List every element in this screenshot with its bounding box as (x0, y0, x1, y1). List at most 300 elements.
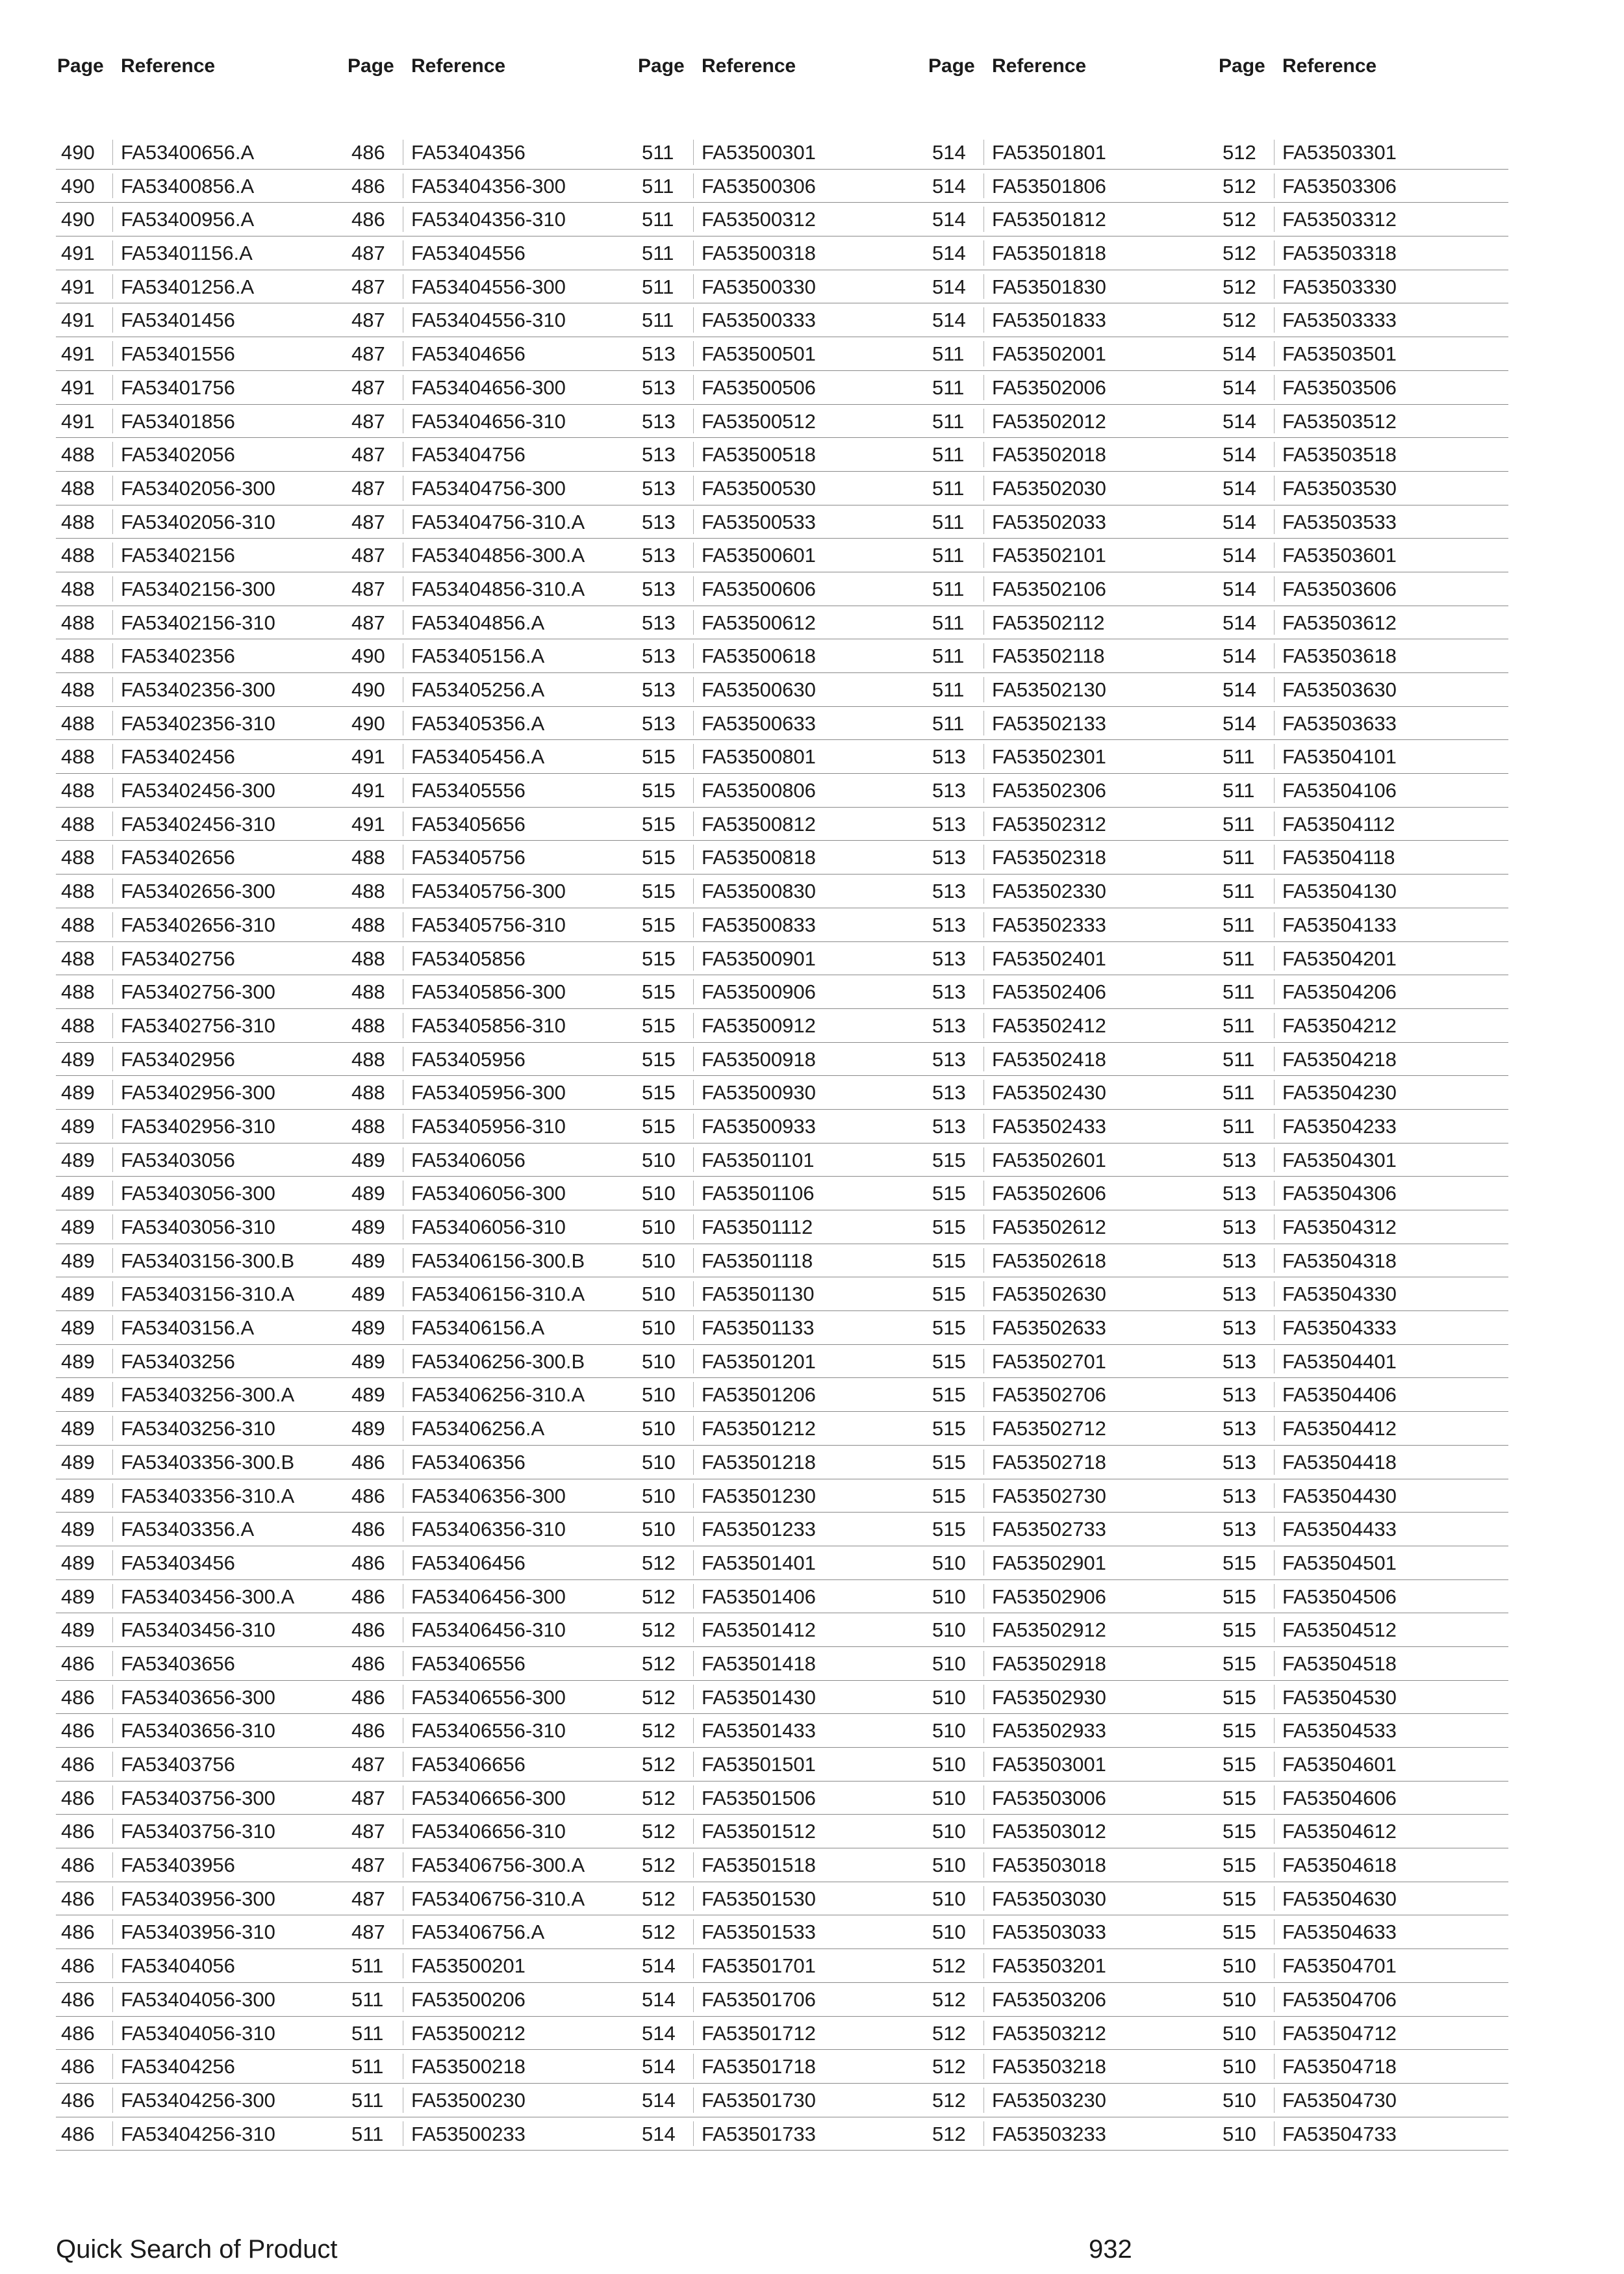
page-number-cell: 489 (351, 1417, 385, 1440)
cell-divider (693, 643, 694, 669)
index-row (927, 539, 1218, 572)
index-row (637, 2017, 928, 2050)
reference-cell: FA53405856-300 (411, 980, 566, 1004)
page-number-cell: 513 (1223, 1349, 1256, 1373)
index-row (346, 2050, 637, 2084)
index-row (346, 1983, 637, 2017)
cell-divider (983, 677, 984, 702)
index-row (56, 2117, 347, 2151)
index-row (927, 337, 1218, 371)
page-number-cell: 488 (61, 880, 95, 903)
reference-cell: FA53502106 (992, 577, 1106, 600)
page-number-cell: 511 (1223, 812, 1255, 836)
reference-cell: FA53404256 (121, 2055, 235, 2078)
cell-divider (983, 1349, 984, 1374)
cell-divider (693, 409, 694, 434)
cell-divider (693, 2021, 694, 2046)
page-number-cell: 515 (932, 1484, 966, 1507)
cell-divider (983, 476, 984, 501)
cell-divider (112, 1013, 113, 1038)
reference-cell: FA53504133 (1282, 913, 1397, 936)
index-row (927, 673, 1218, 707)
index-row (637, 1009, 928, 1043)
reference-cell: FA53406056-300 (411, 1182, 566, 1205)
reference-cell: FA53405956-300 (411, 1081, 566, 1105)
reference-cell: FA53503018 (992, 1854, 1106, 1877)
cell-divider (983, 1953, 984, 1978)
page-number-cell: 515 (932, 1182, 966, 1205)
footer-page-number: 932 (1089, 2235, 1132, 2264)
reference-cell: FA53500630 (702, 678, 816, 701)
index-row (56, 1043, 347, 1077)
page-number-cell: 514 (642, 1954, 676, 1978)
cell-divider (1274, 274, 1275, 300)
cell-divider (983, 2121, 984, 2147)
reference-cell: FA53500230 (411, 2088, 526, 2112)
page-number-cell: 487 (351, 1921, 385, 1944)
cell-divider (1274, 1382, 1275, 1407)
reference-cell: FA53403956 (121, 1854, 235, 1877)
page-number-cell: 515 (642, 1114, 676, 1138)
reference-cell: FA53502306 (992, 779, 1106, 802)
reference-cell: FA53500806 (702, 779, 816, 802)
index-row (637, 136, 928, 170)
index-row (927, 1043, 1218, 1077)
reference-cell: FA53504130 (1282, 880, 1397, 903)
index-row (637, 1748, 928, 1782)
reference-cell: FA53502118 (992, 645, 1105, 668)
cell-divider (983, 1584, 984, 1609)
cell-divider (983, 1483, 984, 1509)
cell-divider (693, 2121, 694, 2147)
index-row (637, 1345, 928, 1379)
cell-divider (693, 1987, 694, 2012)
page-number-cell: 515 (1223, 1585, 1256, 1608)
reference-cell: FA53500801 (702, 745, 816, 769)
cell-divider (983, 509, 984, 535)
index-row (346, 1882, 637, 1916)
page-number-cell: 488 (351, 980, 385, 1004)
reference-cell: FA53406656 (411, 1753, 526, 1776)
index-row (346, 1580, 637, 1614)
page-number-cell: 488 (61, 711, 95, 735)
index-row (346, 1714, 637, 1748)
reference-cell: FA53405956 (411, 1047, 526, 1071)
index-row (56, 472, 347, 505)
cell-divider (1274, 1919, 1275, 1945)
page-number-cell: 489 (61, 1316, 95, 1340)
page-number-cell: 491 (61, 376, 95, 399)
cell-divider (112, 711, 113, 736)
page-number-cell: 515 (932, 1249, 966, 1272)
reference-cell: FA53504333 (1282, 1316, 1397, 1340)
cell-divider (693, 1617, 694, 1642)
page-number-cell: 510 (1223, 2122, 1256, 2145)
index-row (346, 639, 637, 673)
page-number-cell: 514 (932, 309, 966, 332)
reference-cell: FA53504733 (1282, 2122, 1397, 2145)
page-number-cell: 513 (642, 476, 676, 500)
cell-divider (112, 576, 113, 602)
cell-divider (1274, 1483, 1275, 1509)
index-row (346, 1681, 637, 1715)
reference-cell: FA53403656-310 (121, 1719, 275, 1743)
index-row (927, 1143, 1218, 1177)
reference-cell: FA53504301 (1282, 1148, 1397, 1171)
index-row (346, 1143, 637, 1177)
reference-cell: FA53504233 (1282, 1114, 1397, 1138)
index-columns (56, 53, 1508, 2158)
reference-cell: FA53502701 (992, 1349, 1106, 1373)
reference-cell: FA53403256 (121, 1349, 235, 1373)
reference-cell: FA53504406 (1282, 1383, 1397, 1407)
reference-cell: FA53503206 (992, 1987, 1106, 2011)
reference-cell: FA53403956-310 (121, 1921, 275, 1944)
page-number-cell: 511 (932, 544, 965, 567)
reference-cell: FA53504533 (1282, 1719, 1397, 1743)
page-number-cell: 514 (1223, 342, 1256, 366)
reference-cell: FA53504433 (1282, 1518, 1397, 1541)
cell-divider (112, 409, 113, 434)
index-row (346, 2017, 637, 2050)
cell-divider (1274, 509, 1275, 535)
page-number-cell: 512 (642, 1585, 676, 1608)
page-number-cell: 488 (61, 611, 95, 634)
reference-cell: FA53501501 (702, 1753, 816, 1776)
page-number-cell: 513 (642, 443, 676, 466)
page-number-cell: 515 (1223, 1551, 1256, 1574)
cell-divider (112, 1214, 113, 1240)
cell-divider (112, 1483, 113, 1509)
page-number-cell: 513 (932, 1114, 966, 1138)
page-number-cell: 511 (932, 376, 965, 399)
index-row (637, 673, 928, 707)
reference-cell: FA53502430 (992, 1081, 1106, 1105)
index-row (927, 975, 1218, 1009)
index-row (56, 1311, 347, 1345)
index-row (637, 774, 928, 808)
cell-divider (983, 811, 984, 837)
cell-divider (112, 341, 113, 366)
cell-divider (112, 1852, 113, 1878)
index-row (346, 1513, 637, 1546)
reference-cell: FA53405156.A (411, 645, 545, 668)
index-row (637, 170, 928, 203)
reference-cell: FA53404056-300 (121, 1987, 275, 2011)
cell-divider (112, 1248, 113, 1273)
cell-divider (693, 1886, 694, 1911)
reference-cell: FA53406756-310.A (411, 1887, 585, 1910)
index-row (346, 1915, 637, 1949)
reference-cell: FA53504418 (1282, 1450, 1397, 1474)
page-number-cell: 486 (61, 1854, 95, 1877)
reference-cell: FA53503633 (1282, 711, 1397, 735)
page-number-cell: 486 (61, 2122, 95, 2145)
reference-cell: FA53405956-310 (411, 1114, 566, 1138)
reference-cell: FA53405256.A (411, 678, 545, 701)
index-row (927, 1882, 1218, 1916)
page-number-cell: 489 (61, 1283, 95, 1306)
reference-cell: FA53503312 (1282, 208, 1397, 231)
page-number-cell: 514 (932, 275, 966, 298)
reference-cell: FA53504712 (1282, 2021, 1397, 2045)
reference-cell: FA53403756 (121, 1753, 235, 1776)
index-row (927, 875, 1218, 908)
reference-cell: FA53500218 (411, 2055, 526, 2078)
cell-divider (693, 1315, 694, 1340)
reference-cell: FA53406556-300 (411, 1685, 566, 1709)
index-row (1217, 606, 1508, 640)
page-number-cell: 514 (1223, 611, 1256, 634)
cell-divider (1274, 140, 1275, 165)
reference-cell: FA53500812 (702, 812, 816, 836)
cell-divider (112, 1281, 113, 1307)
page-number-cell: 510 (642, 1283, 676, 1306)
cell-divider (983, 1450, 984, 1475)
page-number-cell: 487 (351, 577, 385, 600)
index-row (1217, 1748, 1508, 1782)
index-row (346, 2117, 637, 2151)
page-number-cell: 488 (61, 846, 95, 869)
cell-divider (112, 2088, 113, 2113)
reference-cell: FA53403656 (121, 1652, 235, 1675)
cell-divider (983, 274, 984, 300)
cell-divider (983, 979, 984, 1004)
reference-cell: FA53504212 (1282, 1014, 1397, 1037)
reference-cell: FA53502706 (992, 1383, 1106, 1407)
page-number-cell: 515 (642, 1014, 676, 1037)
page-number-cell: 486 (351, 141, 385, 164)
index-row (1217, 2017, 1508, 2050)
index-row (637, 639, 928, 673)
page-number-cell: 510 (642, 1182, 676, 1205)
reference-cell: FA53402156 (121, 544, 235, 567)
page-number-cell: 512 (642, 1753, 676, 1776)
cell-divider (693, 274, 694, 300)
reference-cell: FA53502101 (992, 544, 1106, 567)
reference-cell: FA53501430 (702, 1685, 816, 1709)
page-number-cell: 489 (351, 1383, 385, 1407)
index-row (927, 1748, 1218, 1782)
reference-cell: FA53503612 (1282, 611, 1397, 634)
index-row (927, 1983, 1218, 2017)
page-number-cell: 513 (932, 980, 966, 1004)
index-row (346, 1277, 637, 1311)
page-number-cell: 515 (642, 779, 676, 802)
page-number-cell: 511 (932, 342, 965, 366)
cell-divider (983, 341, 984, 366)
reference-cell: FA53405856-310 (411, 1014, 566, 1037)
index-row (56, 1613, 347, 1647)
page-number-cell: 510 (932, 1585, 966, 1608)
cell-divider (693, 375, 694, 400)
reference-cell: FA53500306 (702, 174, 816, 198)
page-number-cell: 511 (351, 1954, 384, 1978)
index-row (346, 236, 637, 270)
reference-cell: FA53501818 (992, 242, 1106, 265)
reference-cell: FA53504112 (1282, 812, 1395, 836)
index-row (1217, 1915, 1508, 1949)
index-row (56, 170, 347, 203)
page-number-cell: 490 (61, 141, 95, 164)
page-number-cell: 514 (1223, 510, 1256, 533)
reference-cell: FA53500333 (702, 309, 816, 332)
reference-cell: FA53500318 (702, 242, 816, 265)
index-row (637, 1210, 928, 1244)
page-number-cell: 513 (642, 577, 676, 600)
reference-cell: FA53504118 (1282, 846, 1395, 869)
page-number-cell: 513 (932, 947, 966, 970)
reference-cell: FA53402456-300 (121, 779, 275, 802)
index-row (346, 1076, 637, 1110)
cell-divider (112, 744, 113, 769)
page-number-cell: 512 (642, 1820, 676, 1843)
cell-divider (983, 140, 984, 165)
index-row (1217, 1681, 1508, 1715)
index-row (1217, 1782, 1508, 1815)
cell-divider (693, 1651, 694, 1676)
cell-divider (983, 240, 984, 266)
page-number-cell: 514 (1223, 544, 1256, 567)
page-number-cell: 491 (61, 342, 95, 366)
index-row (346, 1848, 637, 1882)
cell-divider (983, 2054, 984, 2079)
reference-cell: FA53404656-310 (411, 409, 566, 433)
page-number-cell: 511 (1223, 1114, 1255, 1138)
page-number-cell: 512 (932, 2021, 966, 2045)
reference-cell: FA53504230 (1282, 1081, 1397, 1105)
cell-divider (693, 1080, 694, 1105)
page-number-cell: 511 (932, 409, 965, 433)
index-row (56, 1546, 347, 1580)
reference-cell: FA53406156-300.B (411, 1249, 585, 1272)
reference-cell: FA53501701 (702, 1954, 816, 1978)
index-row (1217, 1848, 1508, 1882)
cell-divider (112, 1584, 113, 1609)
page-header-label: Page (348, 55, 394, 77)
page-number-cell: 511 (642, 141, 674, 164)
cell-divider (983, 1617, 984, 1642)
page-number-cell: 513 (642, 544, 676, 567)
reference-cell: FA53401856 (121, 409, 235, 433)
reference-cell: FA53500506 (702, 376, 816, 399)
reference-cell: FA53402656-310 (121, 913, 275, 936)
reference-cell: FA53502001 (992, 342, 1106, 366)
page-number-cell: 490 (351, 645, 385, 668)
cell-divider (1274, 476, 1275, 501)
page-number-cell: 510 (642, 1518, 676, 1541)
reference-cell: FA53502633 (992, 1316, 1106, 1340)
page-number-cell: 511 (932, 476, 965, 500)
cell-divider (983, 2021, 984, 2046)
index-row (1217, 2084, 1508, 2117)
index-row (56, 1983, 347, 2017)
reference-cell: FA53502733 (992, 1518, 1106, 1541)
cell-divider (693, 442, 694, 467)
reference-cell: FA53406156.A (411, 1316, 545, 1340)
reference-cell: FA53404556 (411, 242, 526, 265)
column-rows (56, 136, 347, 2151)
reference-cell: FA53504401 (1282, 1349, 1397, 1373)
reference-cell: FA53501133 (702, 1316, 815, 1340)
cell-divider (983, 1919, 984, 1945)
reference-cell: FA53404656 (411, 342, 526, 366)
index-row (927, 303, 1218, 337)
cell-divider (693, 1450, 694, 1475)
page-number-cell: 488 (61, 779, 95, 802)
column-rows (346, 136, 637, 2151)
index-row (346, 270, 637, 304)
index-row (927, 505, 1218, 539)
cell-divider (983, 1516, 984, 1542)
page-number-cell: 514 (1223, 577, 1256, 600)
index-row (1217, 908, 1508, 942)
reference-cell: FA53500601 (702, 544, 816, 567)
page-number-cell: 513 (642, 678, 676, 701)
cell-divider (1274, 1080, 1275, 1105)
cell-divider (983, 1819, 984, 1844)
reference-cell: FA53406556-310 (411, 1719, 566, 1743)
page-number-cell: 489 (61, 1551, 95, 1574)
index-row (637, 1949, 928, 1983)
reference-cell: FA53502412 (992, 1014, 1106, 1037)
index-row (346, 1446, 637, 1479)
cell-divider (983, 2088, 984, 2113)
cell-divider (1274, 1281, 1275, 1307)
index-row (927, 740, 1218, 774)
page-number-cell: 515 (1223, 1652, 1256, 1675)
cell-divider (693, 543, 694, 568)
index-row (1217, 505, 1508, 539)
cell-divider (1274, 1617, 1275, 1642)
page-number-cell: 513 (1223, 1450, 1256, 1474)
index-row (346, 975, 637, 1009)
cell-divider (693, 811, 694, 837)
page-number-cell: 486 (61, 1753, 95, 1776)
index-row (56, 1244, 347, 1278)
index-row (637, 1311, 928, 1345)
reference-cell: FA53501406 (702, 1585, 816, 1608)
reference-cell: FA53501530 (702, 1887, 816, 1910)
reference-cell: FA53504206 (1282, 980, 1397, 1004)
reference-cell: FA53502030 (992, 476, 1106, 500)
index-row (346, 1815, 637, 1848)
index-row (56, 841, 347, 875)
index-row (56, 505, 347, 539)
index-row (927, 1513, 1218, 1546)
reference-cell: FA53504601 (1282, 1753, 1397, 1776)
page-number-cell: 512 (642, 1854, 676, 1877)
reference-cell: FA53405856 (411, 947, 526, 970)
reference-cell: FA53503533 (1282, 510, 1397, 533)
index-row (637, 236, 928, 270)
page-number-cell: 487 (351, 242, 385, 265)
reference-cell: FA53500518 (702, 443, 816, 466)
index-row (56, 2017, 347, 2050)
page-number-cell: 513 (932, 779, 966, 802)
reference-cell: FA53500830 (702, 880, 816, 903)
index-row (1217, 371, 1508, 405)
page-number-cell: 489 (61, 1383, 95, 1407)
page-number-cell: 487 (351, 443, 385, 466)
index-row (927, 1580, 1218, 1614)
page-number-cell: 511 (1223, 779, 1255, 802)
reference-cell: FA53501830 (992, 275, 1106, 298)
page-number-cell: 513 (1223, 1383, 1256, 1407)
page-number-cell: 488 (61, 443, 95, 466)
page-number-cell: 488 (61, 745, 95, 769)
page-number-cell: 511 (1223, 846, 1255, 869)
